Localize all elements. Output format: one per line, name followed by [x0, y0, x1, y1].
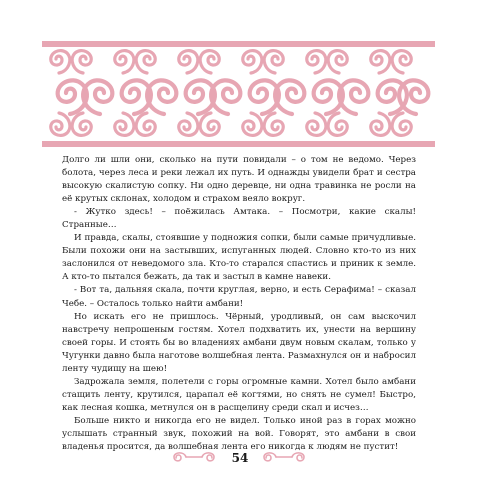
- paragraph: Больше никто и никогда его не видел. Только иной раз в горах можно услышать странный звук, похожий на вой. Говорят, это амбани в свои владенья просится, да волшебная лента его никогда к людям не пустит!: [62, 415, 416, 453]
- paragraph: Долго ли шли они, сколько на пути повидали – о том не ведомо. Через болота, через леса и реки лежал их путь. И однажды увидели брат и сестра высокую скалистую сопку. Ни одно деревце, ни одна травинка не росли на её крутых склонах, холодом и страхом веяло вокруг.: [62, 155, 416, 205]
- spiral-ornament-icon: [42, 41, 435, 147]
- paragraph: - Вот та, дальняя скала, почти круглая, верно, и есть Серафима! – сказал Чебе. – Осталось только найти амбани!: [62, 285, 416, 309]
- spiral-flourish-icon: [172, 451, 218, 465]
- spiral-flourish-icon: [262, 451, 308, 465]
- page-footer: [0, 449, 480, 469]
- paragraph: - Жутко здесь! – поёжилась Амтака. – Посмотри, какие скалы! Странные…: [62, 207, 416, 231]
- paragraph: Но искать его не пришлось. Чёрный, уродливый, он сам выскочил навстречу непрошеным гостям. Хотел подхватить их, унести на вершину своей горы. И стоять бы во владениях амбани двум новым скалам, только у Чугунки давно была наготове волшебная лента. Размахнулся он и набросил ленту чудищу на шею!: [62, 311, 416, 374]
- paragraph: И правда, скалы, стоявшие у подножия сопки, были самые причудливые. Были похожи они на застывших, испуганных людей. Словно кто-то из них заслонился от неведомого зла. Кто-то старался спастись и приник к земле. А кто-то пытался бежать, да так и застыл в камне навеки.: [62, 233, 416, 283]
- paragraph: Задрожала земля, полетели с горы огромные камни. Хотел было амбани стащить ленту, крутился, царапал её когтями, но снять не сумел! Быстро, как лесная кошка, метнулся он в расщелину среди скал и исчез…: [62, 376, 416, 413]
- page-number: 54: [231, 451, 249, 465]
- story-text: [62, 154, 416, 454]
